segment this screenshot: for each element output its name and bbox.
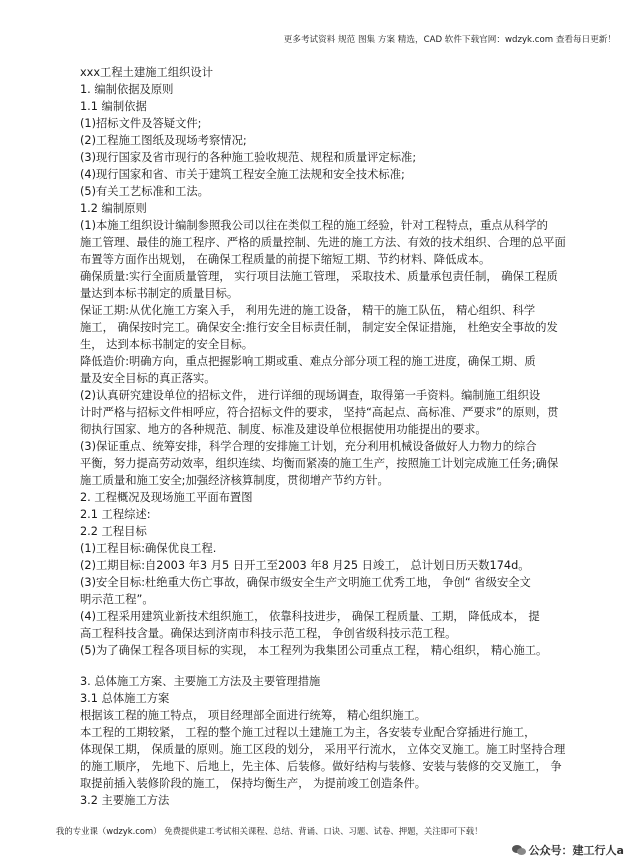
paragraph-line: (3)安全目标:杜绝重大伤亡事故，确保市级安全生产文明施工优秀工地， 争创“ 省级安全文 (80, 576, 531, 589)
paragraph-line: 确保质量:实行全面质量管理， 实行项目法施工管理， 采取技术、质量承包责任制， 确保工程质 (80, 270, 558, 283)
text-line: xxx工程土建施工组织设计 (80, 66, 214, 79)
paragraph-line: 高工程科技含量。确保达到济南市科技示范工程， 争创省级科技示范工程。 (80, 627, 457, 640)
paragraph-line: 量及安全目标的真正落实。 (80, 372, 216, 385)
section-3-line: 3.2 主要施工方法 (80, 794, 170, 807)
paragraph-line: 施工质量和施工安全;加强经济核算制度，贯彻增产节约方针。 (80, 474, 389, 487)
intro-section (80, 64, 620, 217)
paragraph-line: 降低造价:明确方向，重点把握影响工期或重、难点分部分项工程的施工进度，确保工期、质 (80, 355, 536, 368)
paragraph-line: 计时严格与招标文件相呼应，符合招标文件的要求， 坚持“高起点、高标准、严要求”的原则，贯 (80, 406, 559, 419)
paragraph (80, 387, 620, 438)
paragraph (80, 353, 620, 387)
section-3-line: 本工程的工期较紧， 工程的整个施工过程以土建施工为主，各安装专业配合穿插进行施工， (80, 726, 536, 739)
paragraph (80, 217, 620, 302)
watermark (512, 842, 624, 858)
paragraph-line: (5)为了确保工程各项目标的实现， 本工程列为我集团公司重点工程， 精心组织， 精心施工。 (80, 644, 548, 657)
section-3 (80, 673, 620, 809)
paragraph-line: 2.1 工程综述: (80, 508, 151, 521)
text-line: (3)现行国家及省市现行的各种施工验收规范、规程和质量评定标准; (80, 151, 417, 164)
wechat-icon (512, 844, 526, 856)
paragraph-line: (1)本施工组织设计编制参照我公司以往在类似工程的施工经验，针对工程特点，重点从科学的 (80, 219, 548, 232)
paragraph-line: (4)工程采用建筑业新技术组织施工， 依靠科技进步， 确保工程质量、工期， 降低成本， 提 (80, 610, 540, 623)
page-header: 更多考试资料 规范 图集 方案 精选，CAD 软件下载官网：wdzyk.com 查看每日更新！ (283, 35, 616, 45)
text-line: (4)现行国家和省、市关于建筑工程安全施工法规和安全技术标准; (80, 168, 405, 181)
section-3-line: 体现保工期， 保质量的原则。施工区段的划分， 采用平行流水， 立体交叉施工。施工时坚持合理 (80, 743, 566, 756)
section-gap (80, 659, 620, 673)
paragraph-line: 平衡，努力提高劳动效率，组织连续、均衡而紧凑的施工生产，按照施工计划完成施工任务;确保 (80, 457, 559, 470)
paragraph-line: 2. 工程概况及现场施工平面布置图 (80, 491, 253, 504)
paragraph-line: 布置等方面作出规划， 在确保工程质量的前提下缩短工期、节约材料、降低成本。 (80, 253, 491, 266)
text-line: 1.2 编制原则 (80, 202, 147, 215)
section-3-line: 3.1 总体施工方案 (80, 692, 170, 705)
paragraph (80, 302, 620, 353)
paragraph-line: 量达到本标书制定的质量目标。 (80, 287, 239, 300)
section-3-line: 3. 总体施工方案、主要施工方法及主要管理措施 (80, 675, 321, 688)
text-line: (1)招标文件及答疑文件; (80, 117, 202, 130)
paragraph-line: 保证工期:从优化施工方案入手， 利用先进的施工设备， 精干的施工队伍， 精心组织、科学 (80, 304, 536, 317)
section-3-line: 的施工顺序， 先地下、后地上，先主体、后装修。做好结构与装修、安装与装修的交叉施工， 争 (80, 760, 562, 773)
document-body (80, 64, 620, 809)
paragraph (80, 608, 620, 659)
paragraph-line: (3)保证重点、统筹安排，科学合理的安排施工计划，充分利用机械设备做好人力物力的综合 (80, 440, 537, 453)
paragraph-line: (1)工程目标:确保优良工程. (80, 542, 217, 555)
paragraph-line: (2)工期目标:自2003 年3 月5 日开工至2003 年8 月25 日竣工， 总计划日历天数174d。 (80, 559, 530, 572)
paragraph-line: 生， 达到本标书制定的安全目标。 (80, 338, 254, 351)
text-line: 1.1 编制依据 (80, 100, 147, 113)
paragraph-line: 施工管理、最佳的施工程序、严格的质量控制、先进的施工方法、有效的技术组织、合理的总平面 (80, 236, 566, 249)
paragraph (80, 489, 620, 608)
text-line: (2)工程施工图纸及现场考察情况; (80, 134, 247, 147)
paragraph-line: 彻执行国家、地方的各种规范、制度、标准及建设单位根据使用功能提出的要求。 (80, 423, 487, 436)
paragraph (80, 438, 620, 489)
section-3-line: 根据该工程的施工特点， 项目经理部全面进行统筹， 精心组织施工。 (80, 709, 427, 722)
text-line: (5)有关工艺标准和工法。 (80, 185, 209, 198)
paragraph-line: (2)认真研究建设单位的招标文件， 进行详细的现场调查，取得第一手资料。编制施工组织设 (80, 389, 541, 402)
principle-paragraphs (80, 217, 620, 659)
paragraph-line: 明示范工程”。 (80, 593, 154, 606)
paragraph-line: 施工， 确保按时完工。确保安全:推行安全目标责任制， 制定安全保证措施， 杜绝安全事故的发 (80, 321, 558, 334)
section-3-line: 取提前插入装修阶段的施工， 保持均衡生产， 为提前竣工创造条件。 (80, 777, 427, 790)
paragraph-line: 2.2 工程目标 (80, 525, 147, 538)
text-line: 1. 编制依据及原则 (80, 83, 174, 96)
watermark-text: 公众号：建工行人a (528, 844, 624, 857)
page-footer: 我的专业课（wdzyk.com） 免费提供建工考试相关课程、总结、背诵、口诀、习题、试卷、押题，关注即可下载！ (56, 826, 483, 836)
